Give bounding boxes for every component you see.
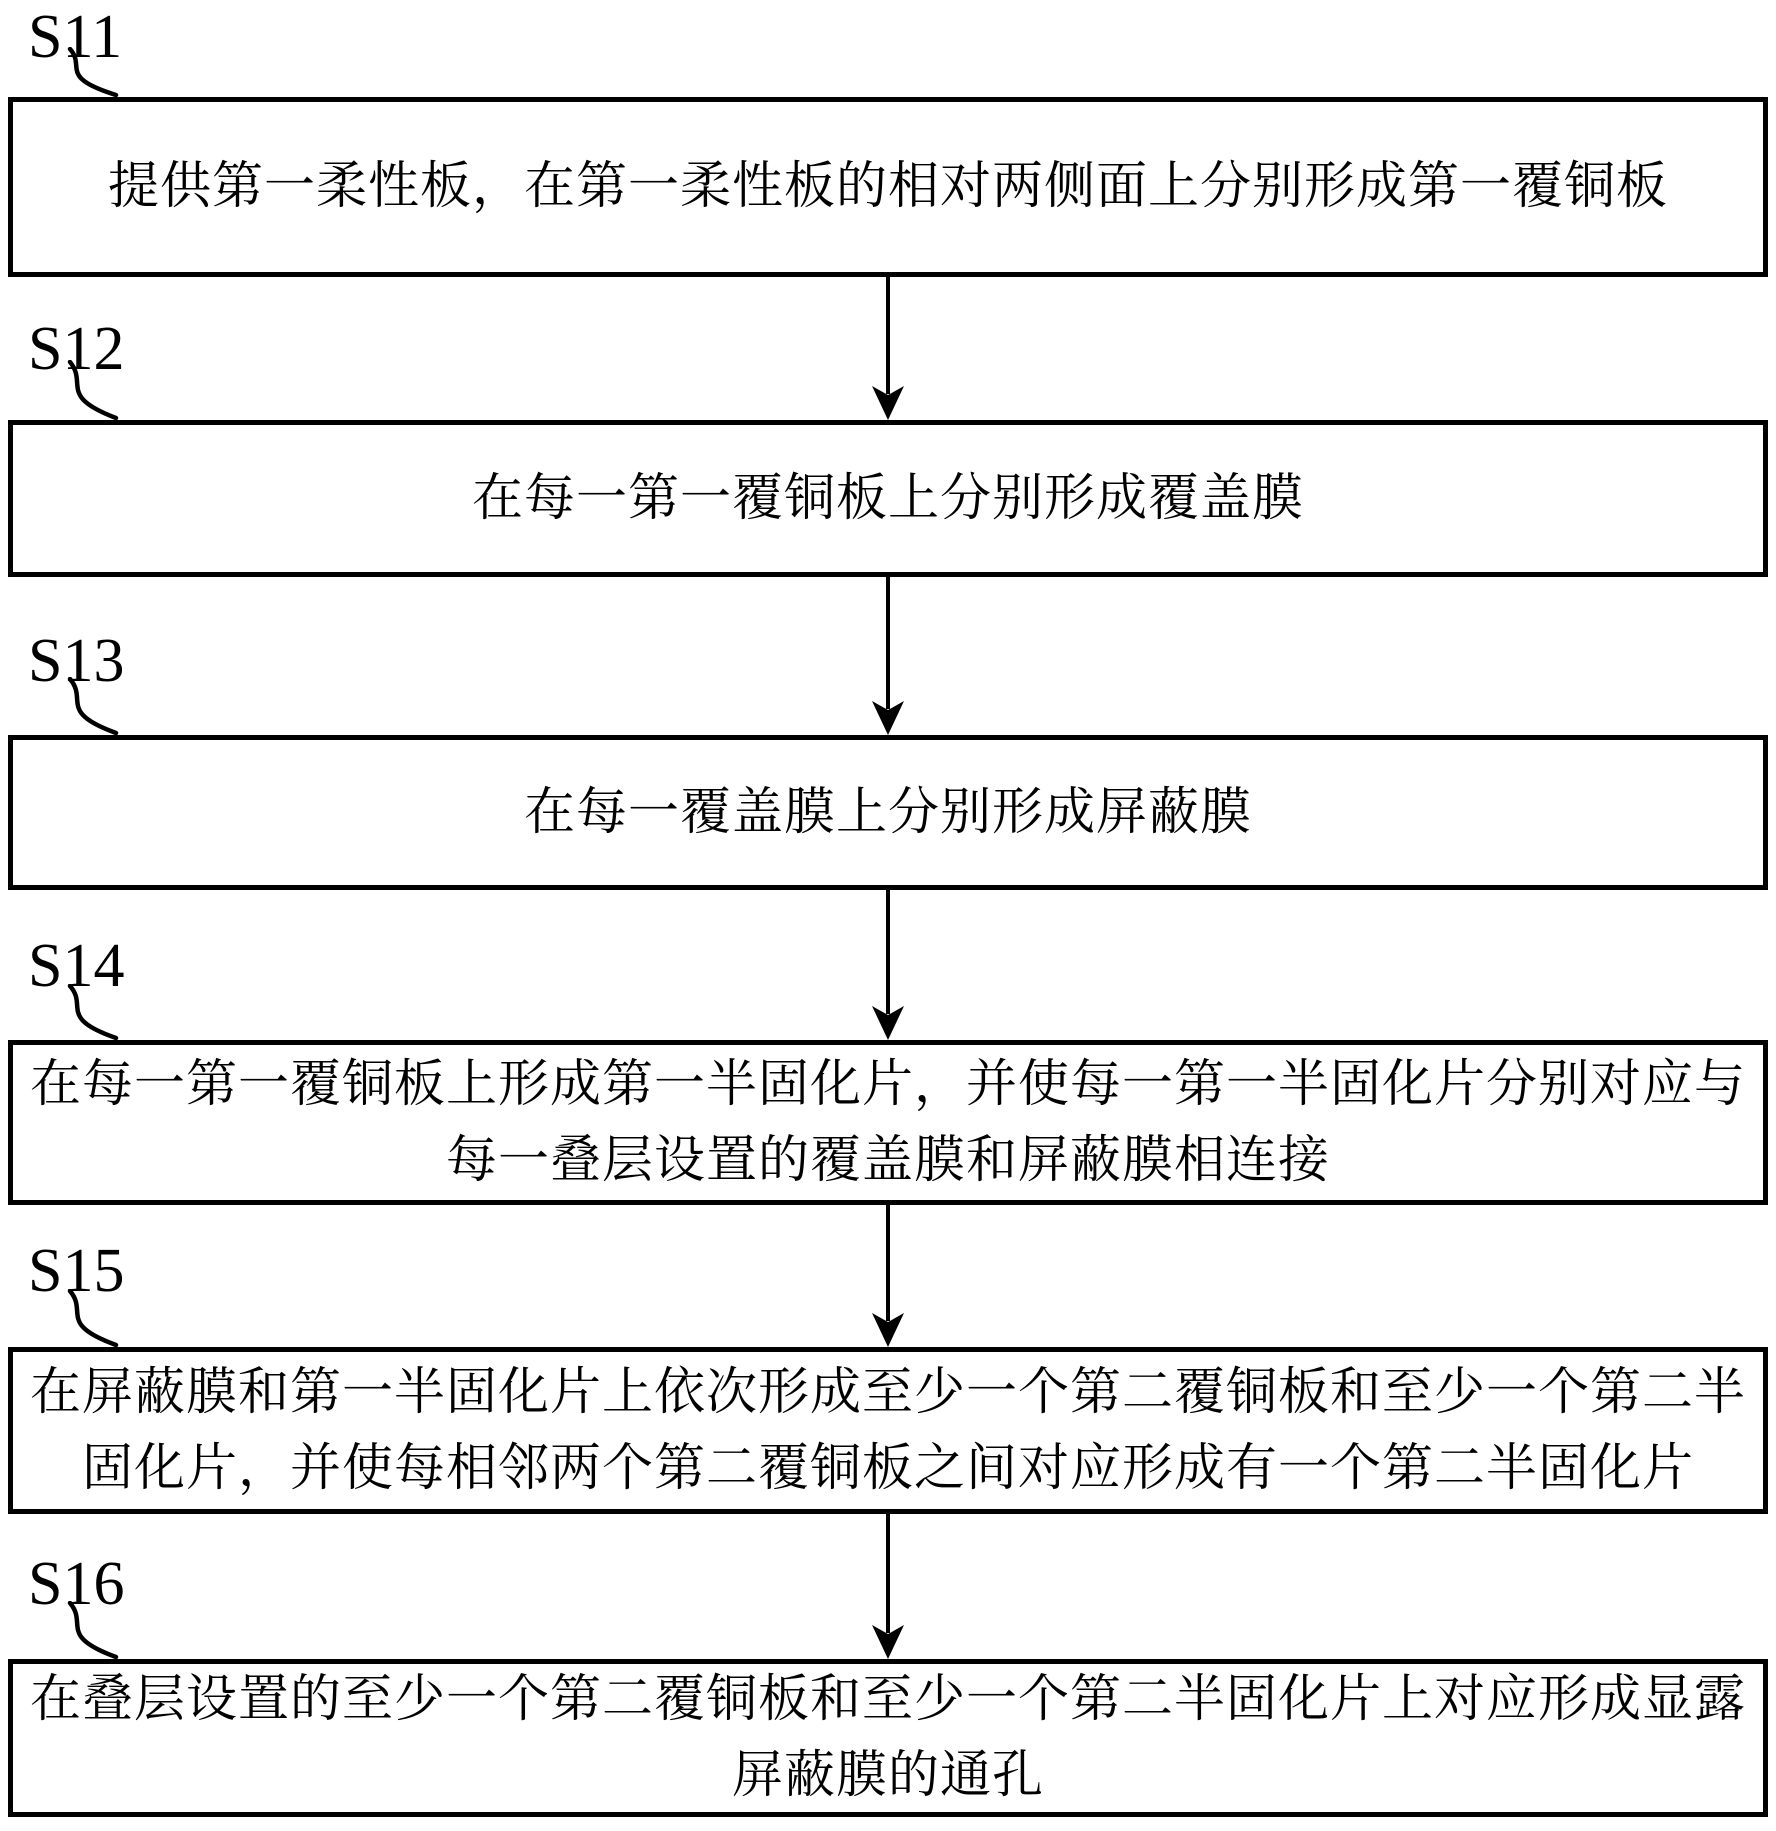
- leader-line-s13: [58, 677, 130, 735]
- arrow-stem: [886, 277, 890, 394]
- step-label-s14: S14: [28, 932, 125, 1000]
- step-text: 在屏蔽膜和第一半固化片上依次形成至少一个第二覆铜板和至少一个第二半: [29, 1364, 1746, 1421]
- step-box-s13: [8, 735, 1768, 890]
- step-box-s11: [8, 97, 1768, 277]
- step-text: 固化片，并使每相邻两个第二覆铜板之间对应形成有一个第二半固化片: [81, 1440, 1694, 1497]
- step-label-s13: S13: [28, 627, 125, 695]
- step-box-s14: [8, 1040, 1768, 1205]
- leader-line-s11: [58, 47, 130, 97]
- step-text: 在每一覆盖膜上分别形成屏蔽膜: [523, 784, 1252, 841]
- step-text: 在叠层设置的至少一个第二覆铜板和至少一个第二半固化片上对应形成显露: [29, 1672, 1746, 1728]
- arrow-stem: [886, 1205, 890, 1321]
- arrow-stem: [886, 1514, 890, 1633]
- leader-line-s14: [58, 984, 130, 1040]
- flow-arrow-3: [872, 890, 904, 1040]
- step-label-s16: S16: [28, 1550, 125, 1618]
- arrow-down-icon: [872, 1625, 904, 1659]
- step-label-s11: S11: [28, 3, 123, 71]
- step-text: 每一叠层设置的覆盖膜和屏蔽膜相连接: [445, 1132, 1330, 1189]
- leader-line-s15: [58, 1289, 130, 1347]
- arrow-stem: [886, 577, 890, 709]
- step-label-s12: S12: [28, 315, 125, 383]
- flow-arrow-2: [872, 577, 904, 735]
- step-box-s16: [8, 1659, 1768, 1817]
- flow-arrow-5: [872, 1514, 904, 1659]
- arrow-down-icon: [872, 701, 904, 735]
- arrow-down-icon: [872, 1006, 904, 1040]
- step-text: 提供第一柔性板，在第一柔性板的相对两侧面上分别形成第一覆铜板: [107, 159, 1668, 215]
- leader-line-s16: [58, 1601, 130, 1659]
- flow-arrow-4: [872, 1205, 904, 1347]
- flow-arrow-1: [872, 277, 904, 420]
- step-text: 在每一第一覆铜板上形成第一半固化片，并使每一第一半固化片分别对应与: [29, 1056, 1746, 1113]
- arrow-stem: [886, 890, 890, 1014]
- step-box-s12: [8, 420, 1768, 577]
- arrow-down-icon: [872, 386, 904, 420]
- step-text: 屏蔽膜的通孔: [731, 1748, 1044, 1804]
- step-label-s15: S15: [28, 1237, 125, 1305]
- leader-line-s12: [58, 360, 130, 420]
- arrow-down-icon: [872, 1313, 904, 1347]
- step-text: 在每一第一覆铜板上分别形成覆盖膜: [471, 470, 1304, 527]
- step-box-s15: [8, 1347, 1768, 1514]
